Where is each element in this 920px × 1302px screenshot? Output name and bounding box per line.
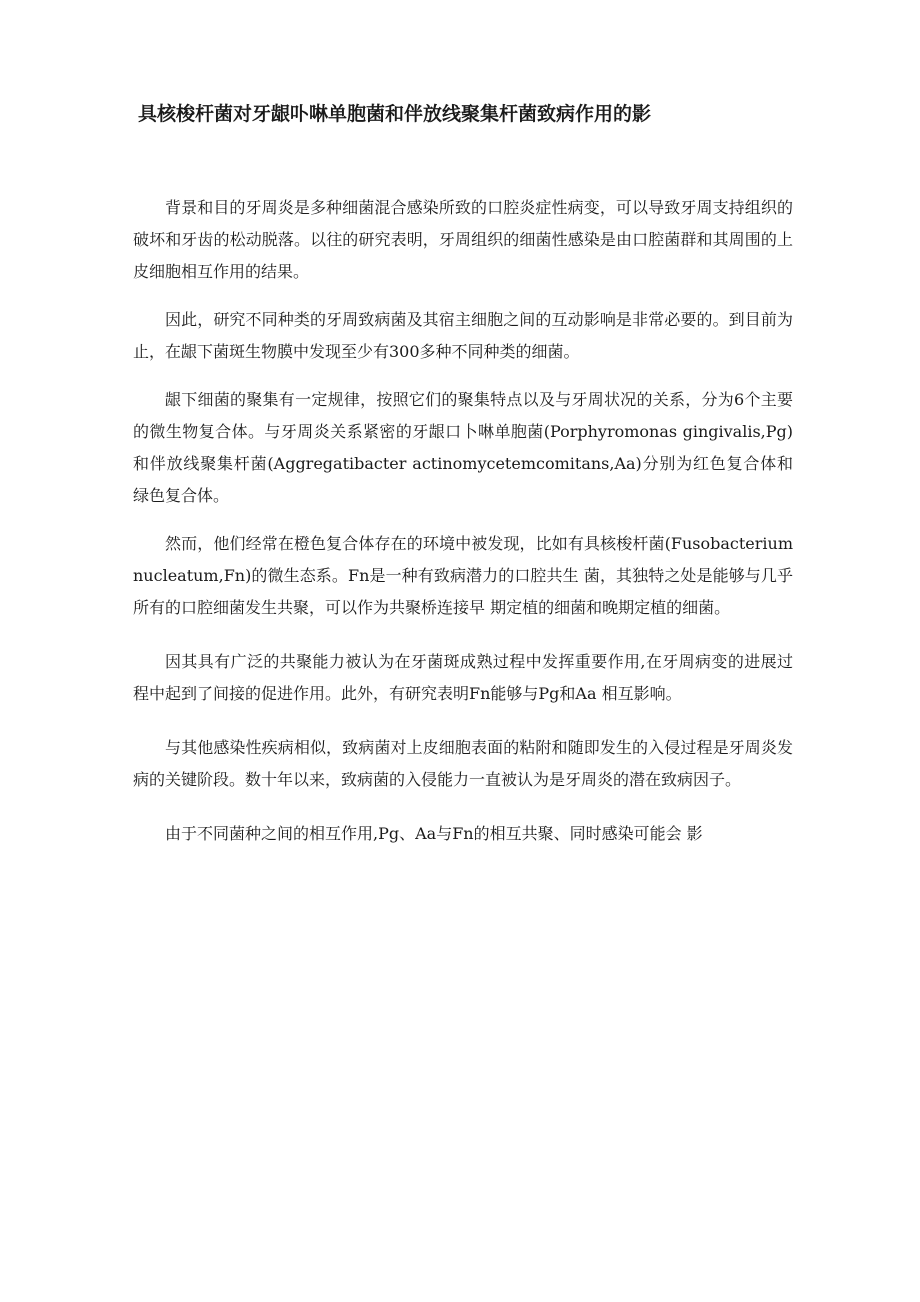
paragraph-invasion: 与其他感染性疾病相似，致病菌对上皮细胞表面的粘附和随即发生的入侵过程是牙周炎发病的关键阶段。数十年以来，致病菌的入侵能力一直被认为是牙周炎的潜在致病因子。 [133, 738, 793, 789]
document-body [133, 192, 793, 866]
document-title: 具核梭杆菌对牙龈卟啉单胞菌和伴放线聚集杆菌致病作用的影 [138, 103, 652, 125]
paragraph-fusobacterium: 然而，他们经常在橙色复合体存在的环境中被发现，比如有具核梭杆菌(Fusobacterium nucleatum,Fn)的微生态系。Fn是一种有致病潜力的口腔共生 菌，其独特之处是能够与几乎所有的口腔细菌发生共聚，可以作为共聚桥连接早 期定植的细菌和晚期定植的细菌。 [133, 534, 793, 617]
paragraph-background: 背景和目的牙周炎是多种细菌混合感染所致的口腔炎症性病变，可以导致牙周支持组织的破坏和牙齿的松动脱落。以往的研究表明，牙周组织的细菌性感染是由口腔菌群和其周围的上皮细胞相互作用的结果。 [133, 198, 793, 281]
paragraph-interaction: 由于不同菌种之间的相互作用,Pg、Aa与Fn的相互共聚、同时感染可能会 影 [165, 824, 703, 843]
paragraph-complexes: 龈下细菌的聚集有一定规律，按照它们的聚集特点以及与牙周状况的关系，分为6个主要的微生物复合体。与牙周炎关系紧密的牙龈口卜啉单胞菌(Porphyromonas gingivalis,Pg)和伴放线聚集杆菌(Aggregatibacter actinomycetemcomitans,Aa)分别为红色复合体和绿色复合体。 [133, 390, 793, 505]
paragraph-necessity: 因此，研究不同种类的牙周致病菌及其宿主细胞之间的互动影响是非常必要的。到目前为止，在龈下菌斑生物膜中发现至少有300多种不同种类的细菌。 [133, 310, 793, 361]
paragraph-coaggregation: 因其具有广泛的共聚能力被认为在牙菌斑成熟过程中发挥重要作用,在牙周病变的进展过程中起到了间接的促进作用。此外，有研究表明Fn能够与Pg和Aa 相互影响。 [133, 652, 793, 703]
